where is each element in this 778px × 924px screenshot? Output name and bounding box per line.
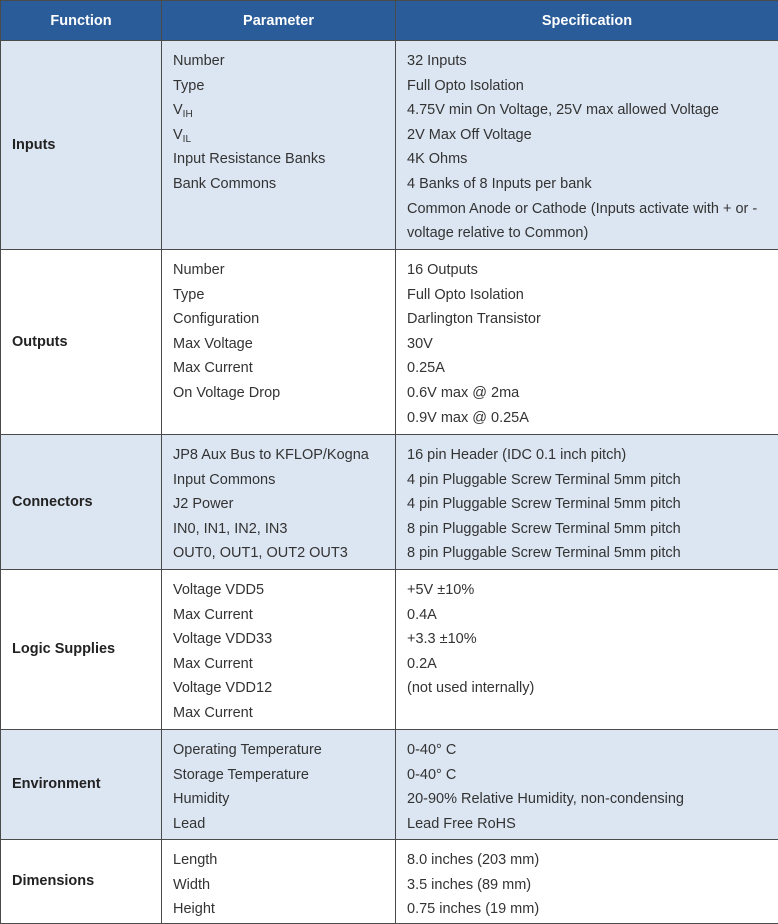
parameter-item: JP8 Aux Bus to KFLOP/Kogna [173, 443, 395, 468]
parameter-item: Input Resistance Banks [173, 147, 395, 172]
parameter-item: Number [173, 49, 395, 74]
parameter-item-vih: $V_{IH}$ [173, 98, 395, 123]
specification-item: (not used internally) [407, 676, 778, 701]
parameter-item: Configuration [173, 307, 395, 332]
specification-item: +3.3 ±10% [407, 627, 778, 652]
parameter-item: Max Voltage [173, 332, 395, 357]
specification-item: 3.5 inches (89 mm) [407, 873, 778, 898]
specification-cell [396, 435, 778, 570]
parameter-cell [162, 840, 396, 924]
parameter-item: IN0, IN1, IN2, IN3 [173, 517, 395, 542]
parameter-item: Max Current [173, 652, 395, 677]
function-cell: Logic Supplies [1, 570, 162, 730]
table-row-connectors [1, 435, 778, 570]
specification-item: 16 pin Header (IDC 0.1 inch pitch) [407, 443, 778, 468]
parameter-item: Voltage VDD33 [173, 627, 395, 652]
specification-item: Darlington Transistor [407, 307, 778, 332]
parameter-item: Storage Temperature [173, 763, 395, 788]
parameter-item: Type [173, 74, 395, 99]
table-row-dimensions [1, 840, 778, 924]
specification-item: 2V Max Off Voltage [407, 123, 778, 148]
specification-item: Lead Free RoHS [407, 812, 778, 837]
function-cell: Outputs [1, 250, 162, 435]
specification-cell [396, 570, 778, 730]
parameter-cell [162, 570, 396, 730]
specification-item: 16 Outputs [407, 258, 778, 283]
parameter-item: Type [173, 283, 395, 308]
parameter-item: Operating Temperature [173, 738, 395, 763]
specification-item: 8 pin Pluggable Screw Terminal 5mm pitch [407, 541, 778, 566]
function-cell: Connectors [1, 435, 162, 570]
specification-item: 8 pin Pluggable Screw Terminal 5mm pitch [407, 517, 778, 542]
parameter-item: Max Current [173, 603, 395, 628]
specification-item: 4.75V min On Voltage, 25V max allowed Voltage [407, 98, 778, 123]
header-function: Function [1, 1, 162, 41]
specification-item: 8.0 inches (203 mm) [407, 848, 778, 873]
parameter-item: Max Current [173, 356, 395, 381]
specification-cell [396, 250, 778, 435]
specification-item: 30V [407, 332, 778, 357]
parameter-cell [162, 730, 396, 840]
function-cell: Dimensions [1, 840, 162, 924]
specification-item: 32 Inputs [407, 49, 778, 74]
parameter-item: Humidity [173, 787, 395, 812]
specification-item: 0.75 inches (19 mm) [407, 897, 778, 922]
parameter-cell [162, 41, 396, 250]
function-cell: Inputs [1, 41, 162, 250]
specification-item: 4 pin Pluggable Screw Terminal 5mm pitch [407, 492, 778, 517]
parameter-item: Width [173, 873, 395, 898]
function-cell: Environment [1, 730, 162, 840]
specification-item: 4K Ohms [407, 147, 778, 172]
specification-item: 4 pin Pluggable Screw Terminal 5mm pitch [407, 468, 778, 493]
table-row-logic-supplies [1, 570, 778, 730]
parameter-item: Bank Commons [173, 172, 395, 197]
specification-item: +5V ±10% [407, 578, 778, 603]
parameter-item: Max Current [173, 701, 395, 726]
parameter-cell [162, 250, 396, 435]
parameter-item: Voltage VDD12 [173, 676, 395, 701]
specification-cell [396, 730, 778, 840]
specification-item: Full Opto Isolation [407, 283, 778, 308]
parameter-item: Length [173, 848, 395, 873]
specification-item: 0-40° C [407, 738, 778, 763]
specification-cell [396, 41, 778, 250]
specification-item: 0.9V max @ 0.25A [407, 406, 778, 431]
parameter-item: Lead [173, 812, 395, 837]
specification-item: Full Opto Isolation [407, 74, 778, 99]
parameter-item: Number [173, 258, 395, 283]
header-row [1, 1, 778, 41]
parameter-item: OUT0, OUT1, OUT2 OUT3 [173, 541, 395, 566]
table-row-environment [1, 730, 778, 840]
specification-item: 20-90% Relative Humidity, non-condensing [407, 787, 778, 812]
specification-item: 0.6V max @ 2ma [407, 381, 778, 406]
parameter-item: J2 Power [173, 492, 395, 517]
parameter-cell [162, 435, 396, 570]
parameter-item: Height [173, 897, 395, 922]
header-parameter: Parameter [162, 1, 396, 41]
specification-item: 0.2A [407, 652, 778, 677]
table-row-inputs [1, 41, 778, 250]
specification-item: 0.25A [407, 356, 778, 381]
header-specification: Specification [396, 1, 778, 41]
specification-item: 0-40° C [407, 763, 778, 788]
specification-item: 0.4A [407, 603, 778, 628]
table-row-outputs [1, 250, 778, 435]
parameter-item: Input Commons [173, 468, 395, 493]
specification-item: Common Anode or Cathode (Inputs activate with + or - voltage relative to Common) [407, 197, 778, 246]
specification-item: 4 Banks of 8 Inputs per bank [407, 172, 778, 197]
parameter-item: Voltage VDD5 [173, 578, 395, 603]
parameter-item-vil: $V_{IL}$ [173, 123, 395, 148]
parameter-item: On Voltage Drop [173, 381, 395, 406]
specification-cell [396, 840, 778, 924]
